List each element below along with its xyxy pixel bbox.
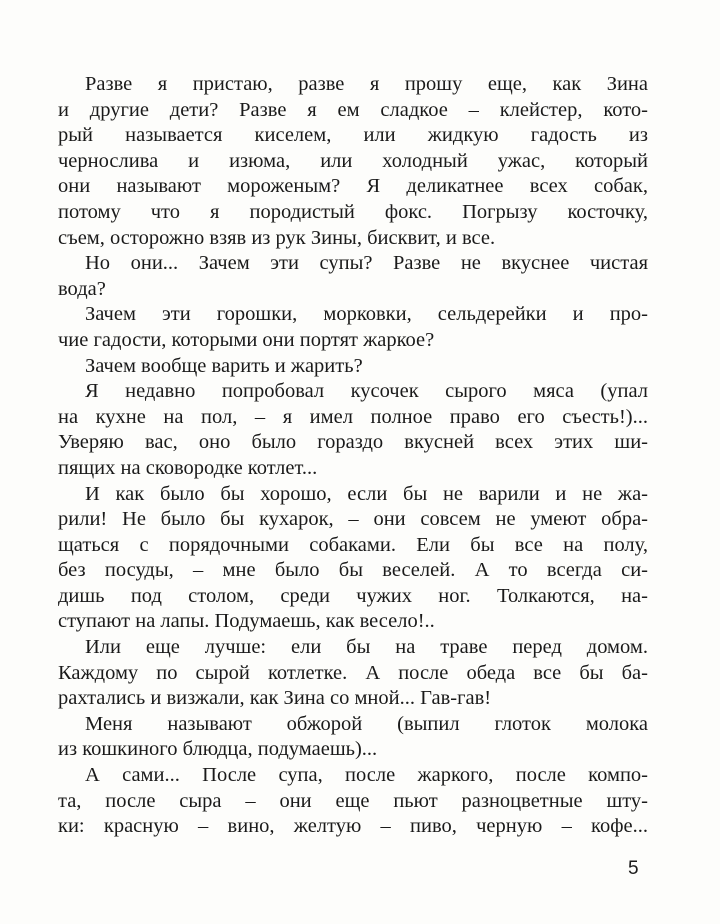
text-line: А сами... После супа, после жаркого, после компо- xyxy=(85,764,648,787)
text-line: Разве я пристаю, разве я прошу еще, как Зина xyxy=(85,73,648,95)
text-line: рахтались и визжали, как Зина со мной... Гав-гав! xyxy=(58,687,492,710)
text-line: рили! Не было бы кухарок, – они совсем не умеют обра- xyxy=(58,508,648,531)
text-line: Каждому по сырой котлетке. А после обеда все бы ба- xyxy=(58,661,648,684)
text-line: И как было бы хорошо, если бы не варили и не жа- xyxy=(85,482,648,505)
text-line: чернослива и изюма, или холодный ужас, который xyxy=(58,149,648,172)
text-line: та, после сыра – они еще пьют разноцветные шту- xyxy=(58,789,648,812)
text-line: чие гадости, которыми они портят жаркое? xyxy=(58,328,435,351)
page-number: 5 xyxy=(628,858,639,879)
text-line: Меня называют обжорой (выпил глоток молока xyxy=(85,712,648,735)
text-line: Или еще лучше: ели бы на траве перед домом. xyxy=(85,636,648,659)
text-line: рый называется киселем, или жидкую гадость из xyxy=(58,124,648,147)
text-line: пящих на сковородке котлет... xyxy=(58,456,318,479)
text-line: Уверяю вас, оно было гораздо вкусней всех этих ши- xyxy=(58,431,648,454)
text-line: Зачем вообще варить и жарить? xyxy=(85,354,363,377)
text-line: Я недавно попробовал кусочек сырого мяса (упал xyxy=(85,380,648,403)
text-line: без посуды, – мне было бы веселей. А то всегда си- xyxy=(58,559,648,582)
text-line: из кошкиного блюдца, подумаешь)... xyxy=(58,738,378,761)
text-line: потому что я породистый фокс. Погрызу косточку, xyxy=(58,200,648,223)
book-page-text xyxy=(58,72,648,840)
text-line: вода? xyxy=(58,277,106,300)
text-line: щаться с порядочными собаками. Ели бы все на полу, xyxy=(58,533,648,556)
text-line: они называют мороженым? Я деликатнее всех собак, xyxy=(58,175,648,198)
text-line: на кухне на пол, – я имел полное право его съесть!)... xyxy=(58,405,648,428)
text-line: Зачем эти горошки, морковки, сельдерейки и про- xyxy=(85,303,648,326)
text-line: ки: красную – вино, желтую – пиво, черную – кофе... xyxy=(58,815,648,838)
text-line: Но они... Зачем эти супы? Разве не вкуснее чистая xyxy=(85,252,648,275)
text-line: и другие дети? Разве я ем сладкое – клейстер, кото- xyxy=(58,98,648,121)
text-line: ступают на лапы. Подумаешь, как весело!.. xyxy=(58,610,435,633)
text-line: дишь под столом, среди чужих ног. Толкаются, на- xyxy=(58,584,648,607)
text-line: съем, осторожно взяв из рук Зины, бисквит, и все. xyxy=(58,226,496,249)
